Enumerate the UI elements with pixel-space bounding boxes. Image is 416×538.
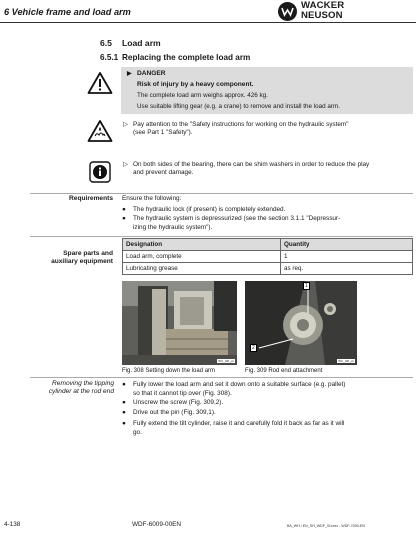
cell-designation: Lubricating grease	[123, 263, 281, 275]
col-designation: Designation	[123, 239, 281, 251]
figure-308-tag: WC_GR_xx	[218, 359, 234, 363]
table-header-row	[123, 239, 413, 251]
bullet-icon: ●	[122, 206, 126, 213]
danger-box	[121, 67, 413, 114]
spare-separator	[30, 236, 413, 237]
danger-line3: Use suitable lifting gear (e.g. a crane) to remove and install the load arm.	[137, 103, 341, 110]
brand-line2: NEUSON	[301, 10, 343, 21]
subsection-number: 6.5.1	[100, 53, 119, 62]
bullet-icon: ●	[122, 409, 126, 416]
bullet-icon: ●	[122, 420, 126, 427]
figure-309-tag: WC_GR_xx	[338, 359, 354, 363]
list-item-continuation: izing the hydraulic system").	[133, 224, 213, 231]
procedure-label: Removing the tipping cylinder at the rod end	[48, 380, 114, 396]
brand-line1: WACKER	[301, 0, 345, 11]
bullet-icon: ●	[122, 215, 126, 222]
brand-logo-icon	[278, 2, 297, 21]
warning-triangle-icon	[87, 71, 113, 100]
table-row	[123, 251, 413, 263]
cell-designation: Load arm, complete	[123, 251, 281, 263]
section-heading	[100, 38, 161, 48]
spare-parts-table	[122, 238, 413, 275]
figure-309-caption: Fig. 309 Rod end attachment	[245, 368, 323, 374]
brand-name	[301, 1, 344, 21]
list-item: ● The hydraulic lock (if present) is completely extended.	[122, 206, 286, 213]
danger-line2: The complete load arm weighs approx. 426 kg.	[137, 92, 268, 99]
shim-note-arrow-icon: ▷	[123, 161, 128, 168]
callout-2: 2	[252, 345, 255, 351]
page-number: 4-138	[4, 521, 21, 528]
subsection-title: Replacing the complete load arm	[122, 53, 251, 62]
info-icon	[89, 161, 111, 188]
document-code: BA_WH / EN_SH_WDF_01xxxx - WDF-7090-EN	[287, 524, 365, 528]
danger-arrow-icon: ▶	[127, 71, 132, 77]
bullet-icon: ●	[122, 399, 126, 406]
hydraulic-hazard-icon	[87, 119, 113, 148]
procedure-separator	[30, 377, 413, 378]
list-item-continuation: so that it cannot tip over (Fig. 308).	[133, 390, 232, 397]
danger-heading: ▶ DANGER	[127, 70, 166, 77]
requirements-separator	[30, 193, 413, 194]
cell-quantity: 1	[281, 251, 413, 263]
requirements-intro: Ensure the following:	[122, 195, 182, 202]
chapter-title: 6 Vehicle frame and load arm	[4, 7, 131, 17]
section-number: 6.5	[100, 38, 112, 48]
callout-1: 1	[305, 283, 308, 289]
spare-parts-label: Spare parts and auxiliary equipment	[51, 250, 113, 266]
cell-quantity: as req.	[281, 263, 413, 275]
shim-note: On both sides of the bearing, there can be shim washers in order to reduce the play and prevent damage.	[133, 161, 370, 177]
list-item-continuation: go.	[133, 429, 142, 436]
figure-309-photo	[245, 281, 357, 365]
list-item: ● Fully lower the load arm and set it down onto a suitable surface (e.g. pallet)	[122, 381, 346, 388]
bullet-icon: ●	[122, 381, 126, 388]
figure-308-photo	[122, 281, 237, 365]
header-rule	[0, 22, 416, 23]
hydraulic-note-arrow-icon: ▷	[123, 121, 128, 128]
figure-308-caption: Fig. 308 Setting down the load arm	[122, 368, 216, 374]
list-item: ● Drive out the pin (Fig. 309,1).	[122, 409, 216, 416]
document-number: WDF-6009-00EN	[132, 521, 182, 528]
col-quantity: Quantity	[281, 239, 413, 251]
hydraulic-note: Pay attention to the "Safety instructions for working on the hydraulic system" (see Part 1 "Safety").	[133, 121, 349, 137]
list-item: ● Unscrew the screw (Fig. 309,2).	[122, 399, 224, 406]
list-item: ● The hydraulic system is depressurized (see the section 3.1.1 "Depressur-	[122, 215, 341, 222]
section-title: Load arm	[122, 38, 161, 48]
requirements-label: Requirements	[69, 195, 113, 202]
table-row	[123, 263, 413, 275]
subsection-heading	[100, 53, 250, 62]
list-item: ● Fully extend the tilt cylinder, raise it and carefully fold it back as far as it will	[122, 420, 345, 427]
danger-line1: Risk of injury by a heavy component.	[137, 81, 254, 88]
